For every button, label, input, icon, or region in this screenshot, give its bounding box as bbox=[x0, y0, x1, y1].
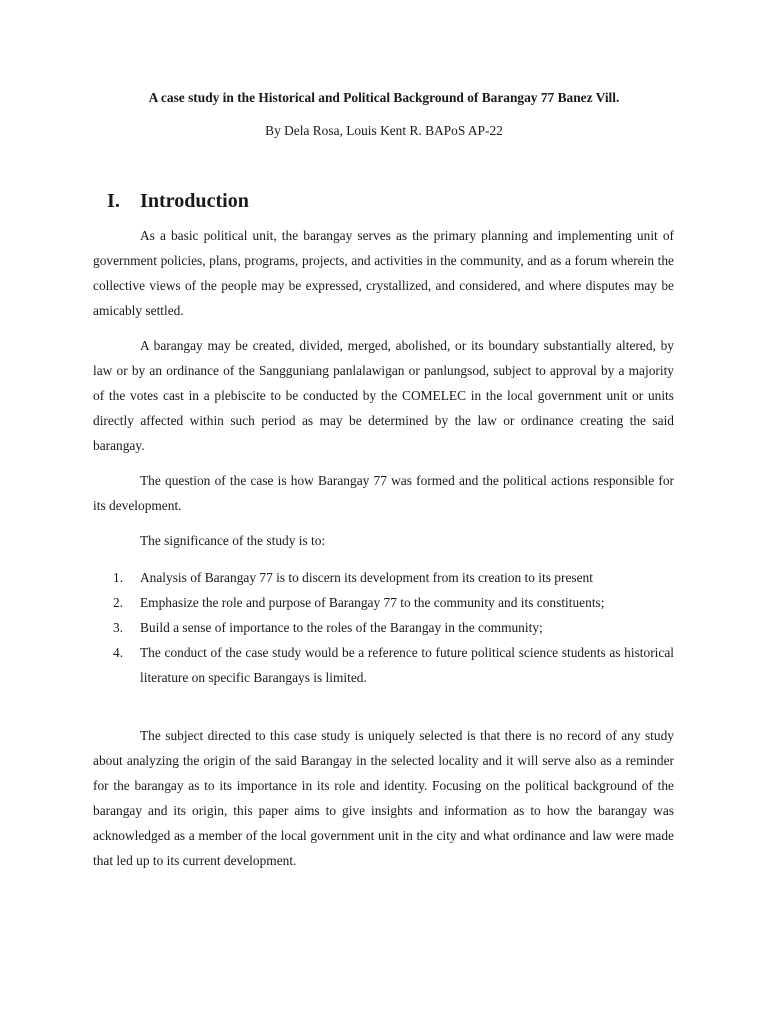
closing-section bbox=[93, 723, 674, 873]
section-heading bbox=[107, 192, 249, 210]
list-number: 3. bbox=[113, 620, 124, 635]
list-text: The conduct of the case study would be a reference to future political science students as historical literature on specific Barangays is limited. bbox=[140, 645, 674, 685]
section-number: I. bbox=[107, 190, 120, 212]
paragraph: The question of the case is how Barangay 77 was formed and the political actions responsible for its development. bbox=[93, 473, 674, 513]
paragraph: As a basic political unit, the barangay serves as the primary planning and implementing unit of government policies, plans, programs, projects, and activities in the community, and as a forum wherein the collective views of the people may be expressed, crystallized, and considered, and where disputes may be amicably settled. bbox=[93, 228, 674, 318]
paragraph: A barangay may be created, divided, merged, abolished, or its boundary substantially altered, by law or by an ordinance of the Sangguniang panlalawigan or panlungsod, subject to approval by a majority of the votes cast in a plebiscite to be conducted by the COMELEC in the local government unit or units directly affected within such period as may be determined by the law or ordinance creating the said barangay. bbox=[93, 338, 674, 453]
question-paragraphs bbox=[93, 468, 674, 553]
list-text: Emphasize the role and purpose of Barangay 77 to the community and its constituents; bbox=[140, 595, 605, 610]
list-item bbox=[93, 640, 674, 690]
list-text: Analysis of Barangay 77 is to discern its development from its creation to its present bbox=[140, 570, 593, 585]
list-item bbox=[93, 590, 674, 615]
document-title: A case study in the Historical and Political Background of Barangay 77 Banez Vill. bbox=[148, 90, 620, 105]
significance-list bbox=[93, 565, 674, 690]
author-byline: By Dela Rosa, Louis Kent R. BAPoS AP-22 bbox=[265, 123, 503, 138]
paragraph: The significance of the study is to: bbox=[140, 533, 326, 548]
list-number: 1. bbox=[113, 570, 124, 585]
paragraph: The subject directed to this case study is uniquely selected is that there is no record of any study about analyzing the origin of the said Barangay in the selected locality and it will serve also as a reminder for the barangay as to its importance in its role and identity. Focusing on the political background of the barangay and its origin, this paper aims to give insights and information as to how the barangay was acknowledged as a member of the local government unit in the city and what ordinance and law were made that led up to its current development. bbox=[93, 728, 674, 868]
list-item bbox=[93, 615, 674, 640]
list-number: 4. bbox=[113, 645, 124, 660]
list-item bbox=[93, 565, 674, 590]
intro-paragraphs bbox=[93, 223, 674, 458]
list-number: 2. bbox=[113, 595, 124, 610]
section-title: Introduction bbox=[140, 190, 249, 212]
list-text: Build a sense of importance to the roles of the Barangay in the community; bbox=[140, 620, 543, 635]
